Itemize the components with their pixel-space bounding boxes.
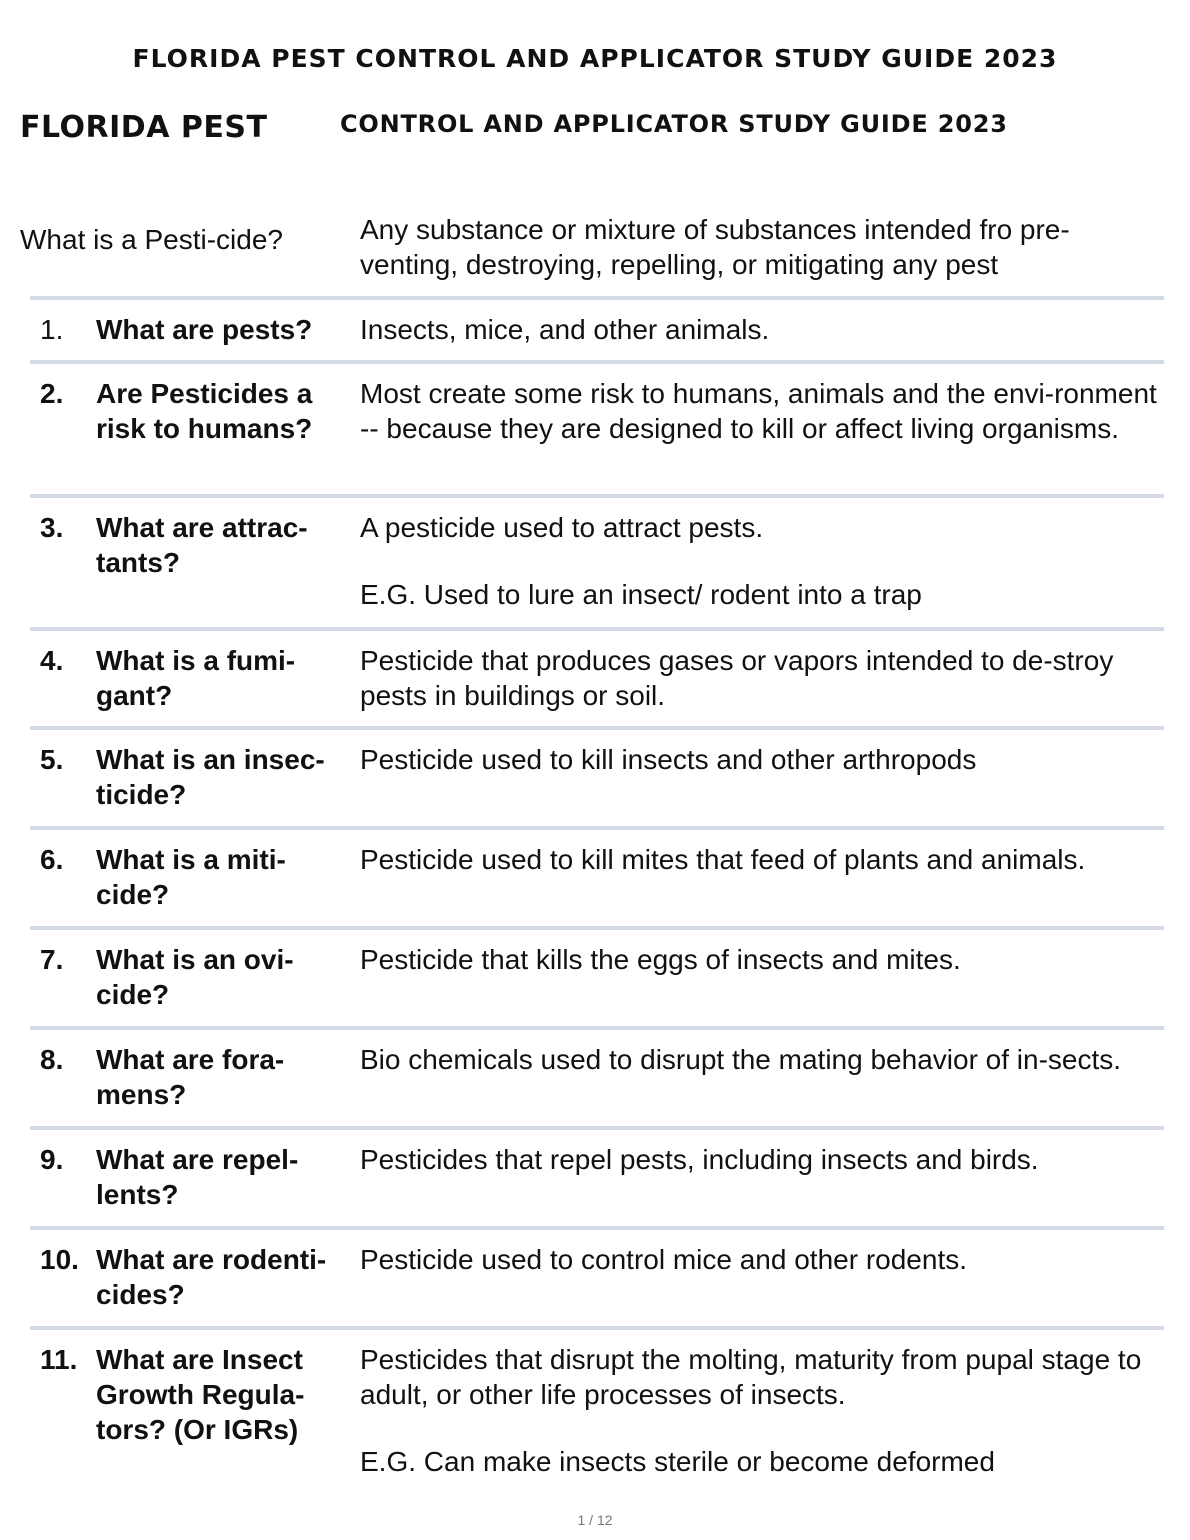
intro-question: What is a Pesti-cide?	[20, 224, 283, 255]
qa-answer-line: Pesticides that repel pests, including insects and birds.	[360, 1144, 1039, 1175]
qa-row-3	[30, 494, 1164, 627]
qa-row-9	[30, 1126, 1164, 1226]
qa-row-2	[30, 360, 1164, 494]
qa-number: 11.	[40, 1344, 78, 1375]
qa-answer	[360, 1042, 1160, 1077]
intro-answer: Any substance or mixture of substances intended fro pre-venting, destroying, repelling, or mitigating any pest	[360, 214, 1070, 280]
qa-row-1	[30, 296, 1164, 360]
qa-number: 4.	[40, 645, 64, 676]
qa-row-7	[30, 926, 1164, 1026]
qa-answer-line: Insects, mice, and other animals.	[360, 314, 770, 345]
qa-question: What are pests?	[96, 314, 313, 345]
qa-answer	[360, 643, 1160, 713]
qa-answer-line: Pesticide that produces gases or vapors intended to de-stroy pests in buildings or soil.	[360, 645, 1114, 711]
qa-answer-line: Pesticide used to kill insects and other arthropods	[360, 744, 977, 775]
qa-answer	[360, 510, 1160, 612]
qa-row-8	[30, 1026, 1164, 1126]
qa-number: 5.	[40, 744, 64, 775]
qa-number: 2.	[40, 378, 64, 409]
qa-question: What are repel-lents?	[96, 1144, 299, 1210]
qa-answer-line: A pesticide used to attract pests.	[360, 512, 764, 543]
qa-answer-line: Most create some risk to humans, animals and the envi-ronment -- because they are designed to kill or affect living organisms.	[360, 378, 1157, 444]
qa-answer	[360, 1342, 1160, 1479]
qa-answer	[360, 1242, 1160, 1277]
qa-answer-line: Bio chemicals used to disrupt the mating behavior of in-sects.	[360, 1044, 1122, 1075]
document-title-left: FLORIDA PEST	[20, 110, 268, 145]
qa-number: 6.	[40, 844, 64, 875]
qa-answer	[360, 842, 1160, 877]
qa-question: What is a miti-cide?	[96, 844, 286, 910]
qa-question: What are attrac-tants?	[96, 512, 308, 578]
qa-answer	[360, 1142, 1160, 1177]
document-title-right: CONTROL AND APPLICATOR STUDY GUIDE 2023	[340, 110, 1008, 138]
qa-answer-line: Pesticide used to control mice and other rodents.	[360, 1244, 968, 1275]
qa-question: What are fora-mens?	[96, 1044, 285, 1110]
qa-answer	[360, 376, 1160, 446]
document-top-title: FLORIDA PEST CONTROL AND APPLICATOR STUDY GUIDE 2023	[132, 44, 1058, 73]
qa-number: 7.	[40, 944, 64, 975]
qa-answer	[360, 942, 1160, 977]
qa-number: 9.	[40, 1144, 64, 1175]
qa-question: What are Insect Growth Regula-tors? (Or IGRs)	[96, 1344, 305, 1445]
qa-answer-line: Pesticide that kills the eggs of insects and mites.	[360, 944, 961, 975]
page-number: 1 / 12	[577, 1512, 613, 1528]
qa-answer-line: Pesticides that disrupt the molting, maturity from pupal stage to adult, or other life processes of insects.	[360, 1344, 1142, 1410]
qa-row-11	[30, 1326, 1164, 1500]
qa-answer-example: E.G. Can make insects sterile or become deformed	[360, 1446, 995, 1477]
qa-question: What are rodenti-cides?	[96, 1244, 327, 1310]
qa-answer-example: E.G. Used to lure an insect/ rodent into a trap	[360, 579, 922, 610]
qa-number: 3.	[40, 512, 64, 543]
qa-row-10	[30, 1226, 1164, 1326]
qa-row-4	[30, 627, 1164, 726]
qa-question: What is a fumi-gant?	[96, 645, 296, 711]
qa-question: What is an ovi-cide?	[96, 944, 294, 1010]
qa-question: What is an insec-ticide?	[96, 744, 325, 810]
qa-row-6	[30, 826, 1164, 926]
qa-number: 1.	[40, 314, 64, 345]
qa-row-5	[30, 726, 1164, 826]
qa-answer-line: Pesticide used to kill mites that feed of plants and animals.	[360, 844, 1086, 875]
qa-question: Are Pesticides a risk to humans?	[96, 378, 313, 444]
qa-answer	[360, 312, 1160, 347]
qa-number: 10.	[40, 1244, 79, 1275]
qa-list	[30, 296, 1164, 1500]
qa-number: 8.	[40, 1044, 64, 1075]
qa-answer	[360, 742, 1160, 777]
